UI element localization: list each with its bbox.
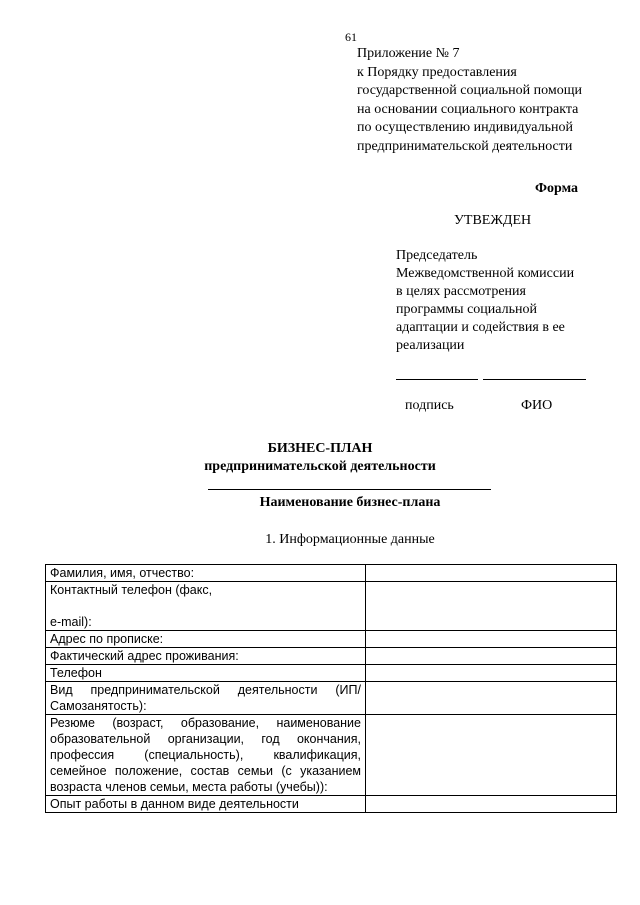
chair-line: программы социальной <box>396 302 537 317</box>
section-heading: 1. Информационные данные <box>265 532 435 547</box>
row-value[interactable] <box>366 682 617 715</box>
table-row <box>46 796 617 813</box>
row-value[interactable] <box>366 565 617 582</box>
appendix-line: к Порядку предоставления <box>357 64 517 80</box>
row-label: Фамилия, имя, отчество: <box>46 565 366 582</box>
table-row <box>46 582 617 631</box>
row-label: Резюме (возраст, образование, наименование образовательной организации, год окончания, профессия (специальность), квалификация, семейное положение, состав семьи (с указанием возраста членов семьи, места работы (учебы)): <box>46 715 366 796</box>
chair-line: реализации <box>396 338 465 353</box>
table-row <box>46 682 617 715</box>
fio-line <box>483 379 586 380</box>
row-value[interactable] <box>366 665 617 682</box>
table-row <box>46 715 617 796</box>
appendix-line: на основании социального контракта <box>357 101 579 117</box>
row-label <box>46 582 366 631</box>
row-label: Опыт работы в данном виде деятельности <box>46 796 366 813</box>
row-label-line: Контактный телефон (факс, <box>50 583 213 597</box>
form-label: Форма <box>535 181 579 196</box>
row-value[interactable] <box>366 631 617 648</box>
chair-line: Председатель <box>396 248 478 263</box>
appendix-line: Приложение № 7 <box>357 46 460 61</box>
plan-name-line <box>208 489 491 490</box>
chair-line: Межведомственной комиссии <box>396 266 575 281</box>
row-value[interactable] <box>366 582 617 631</box>
appendix-line: предпринимательской деятельности <box>357 138 573 154</box>
table-row <box>46 565 617 582</box>
info-table <box>45 564 617 813</box>
row-label-spacer <box>50 598 361 614</box>
row-label: Адрес по прописке: <box>46 631 366 648</box>
row-value[interactable] <box>366 715 617 796</box>
row-value[interactable] <box>366 648 617 665</box>
row-label-line: e-mail): <box>50 615 92 629</box>
row-label: Вид предпринимательской деятельности (ИП/Самозанятость): <box>46 682 366 715</box>
appendix-line: по осуществлению индивидуальной <box>357 120 573 135</box>
table-row <box>46 665 617 682</box>
chair-block <box>396 247 636 355</box>
plan-name-label: Наименование бизнес-плана <box>259 495 441 510</box>
signature-caption: подпись <box>405 398 454 413</box>
chair-line: в целях рассмотрения <box>396 284 526 299</box>
table-row <box>46 631 617 648</box>
appendix-header <box>357 45 632 156</box>
chair-line: адаптации и содействия в ее <box>396 320 565 335</box>
fio-caption: ФИО <box>521 398 553 413</box>
approved-label: УТВЕЖДЕН <box>454 213 532 228</box>
row-label: Фактический адрес проживания: <box>46 648 366 665</box>
signature-line <box>396 379 478 380</box>
appendix-line: государственной социальной помощи <box>357 83 583 98</box>
document-subtitle: предпринимательской деятельности <box>204 459 436 474</box>
page-number: 61 <box>345 30 357 44</box>
table-row <box>46 648 617 665</box>
row-value[interactable] <box>366 796 617 813</box>
row-label: Телефон <box>46 665 366 682</box>
document-title: БИЗНЕС-ПЛАН <box>267 441 373 456</box>
